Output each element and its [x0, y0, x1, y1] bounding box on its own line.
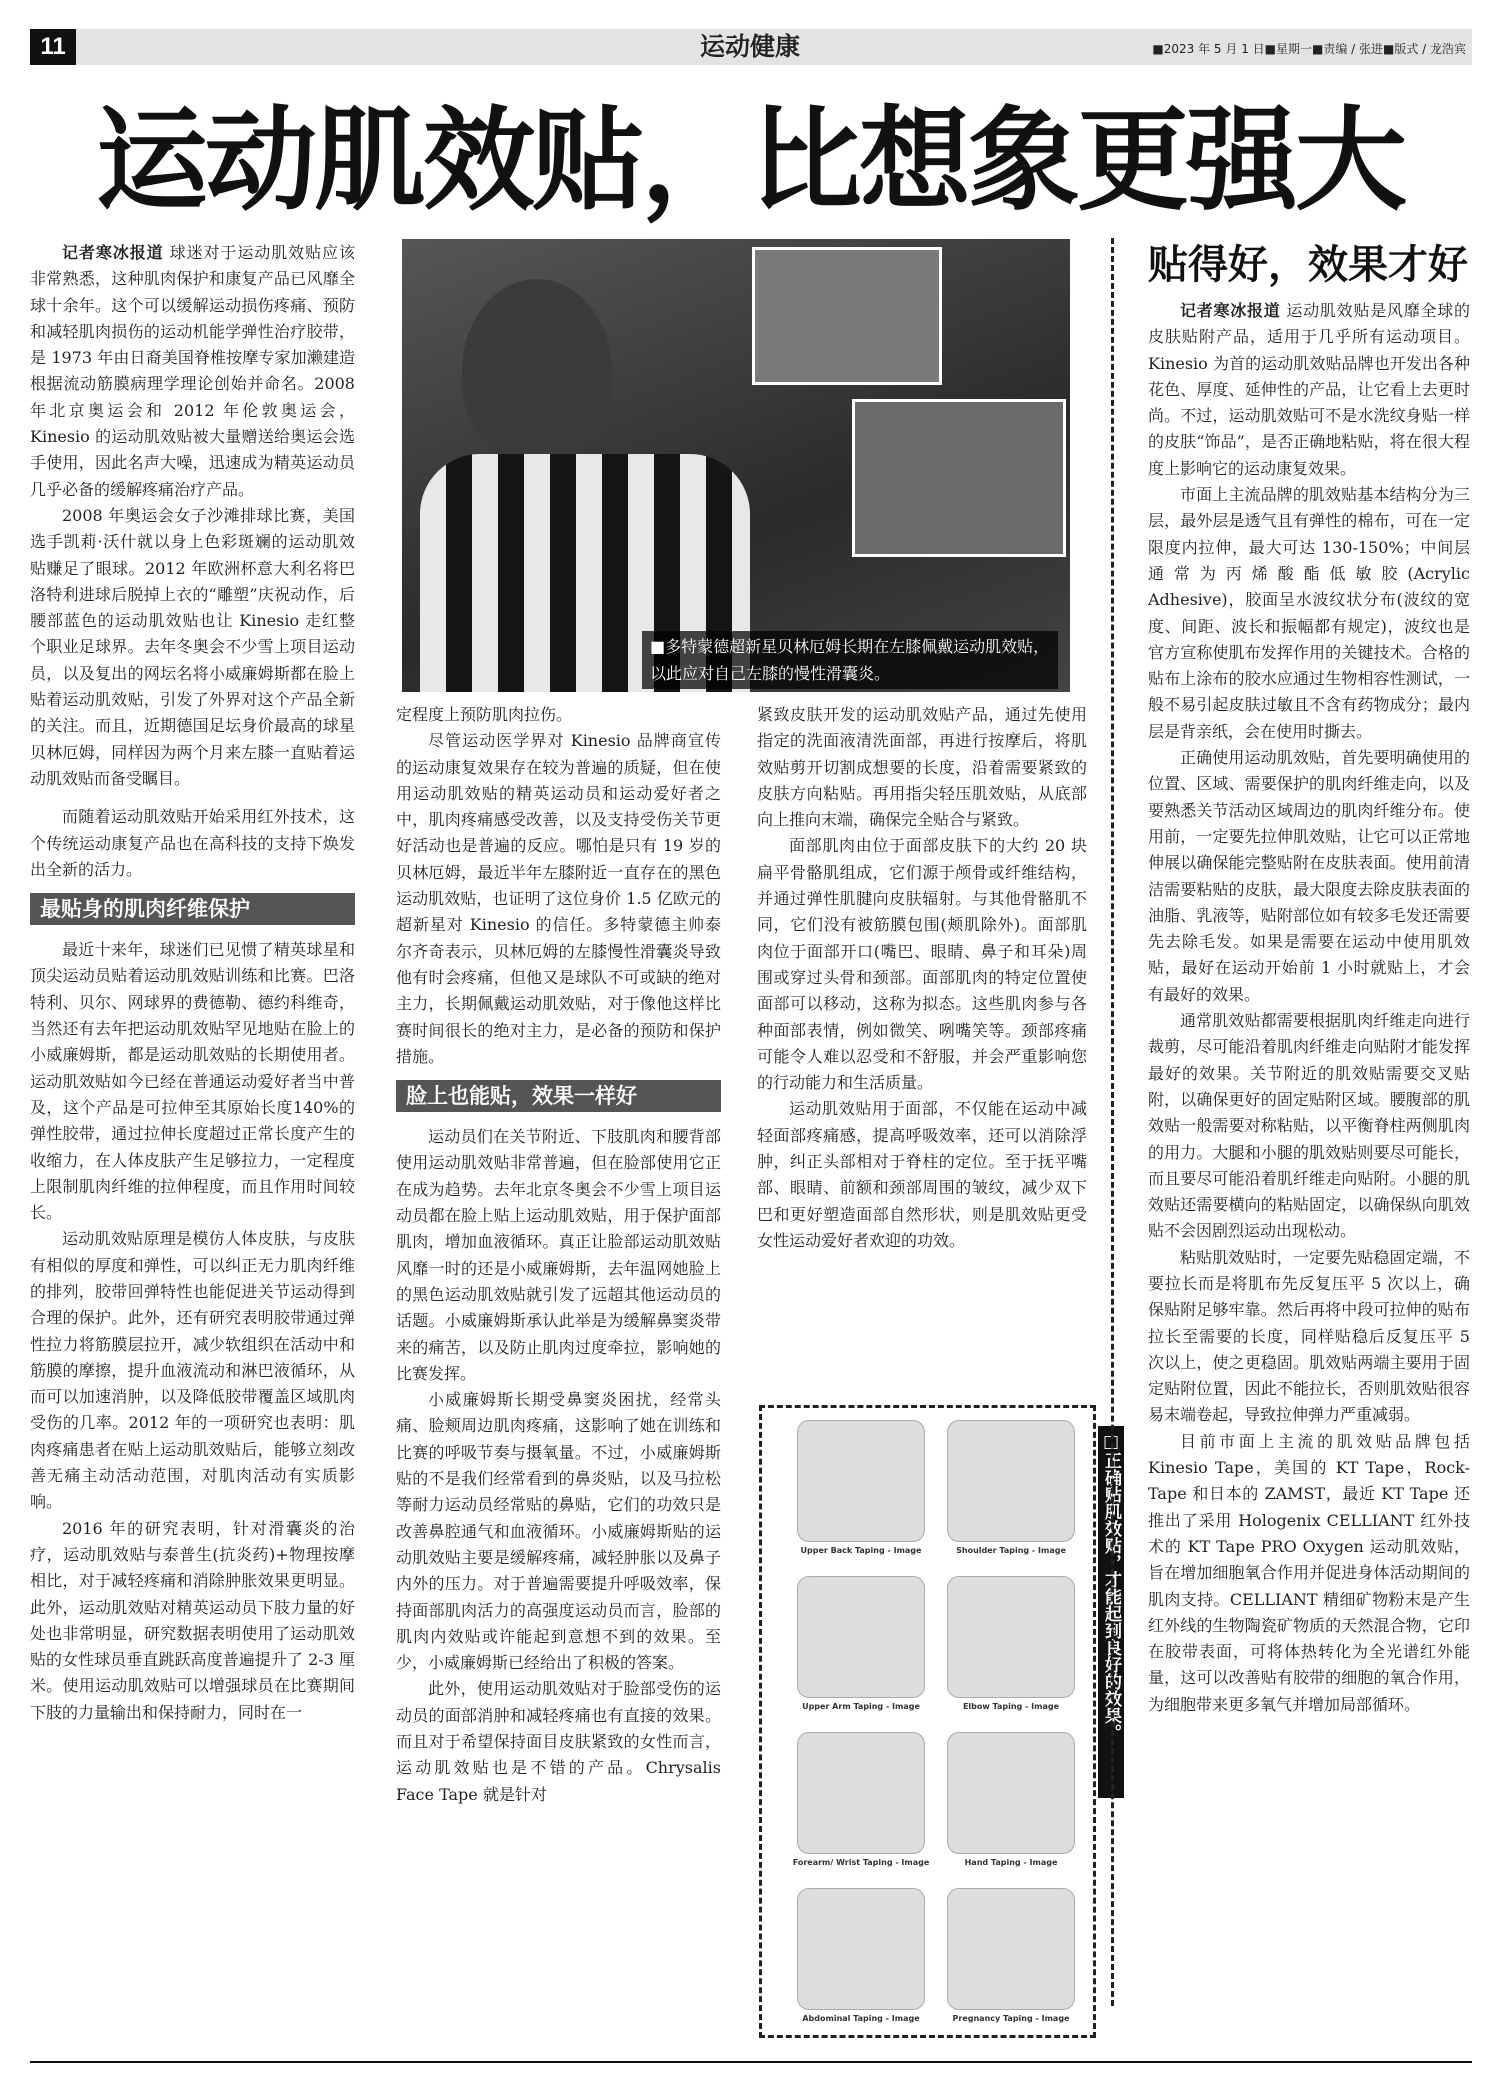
taping-image [797, 1888, 925, 2010]
paragraph: 球迷对于运动肌效贴应该非常熟悉，这种肌肉保护和康复产品已风靡全球十余年。这个可以缓解运动损伤疼痛、预防和减轻肌肉损伤的运动机能学弹性治疗胶带，是 1973 年由日裔美国脊椎按摩专家加濑建造根据流动筋膜病理学理论创始并命名。2008 年北京奥运会和 2012 年伦敦奥运会，Kinesio 的运动肌效贴被大量赠送给奥运会选手使用，因此名声大噪，迅速成为精英运动员几乎必备的缓解疼痛治疗产品。 [30, 243, 355, 499]
taping-image-label: Upper Back Taping - Image [800, 1546, 922, 1555]
article-column-2 [396, 702, 721, 1808]
paragraph: 2016 年的研究表明，针对滑囊炎的治疗，运动肌效贴与泰普生(抗炎药)+物理按摩相比，对于减轻疼痛和消除肿胀效果更明显。此外，运动肌效贴对精英运动员下肢力量的好处也非常明显，研究数据表明使用了运动肌效贴的女性球员垂直跳跃高度普遍提升了 2-3 厘米。使用运动肌效贴可以增强球员在比赛期间下肢的力量输出和保持耐力，同时在一 [30, 1518, 355, 1722]
taping-image [797, 1420, 925, 1542]
article-column-1 [30, 240, 355, 1726]
paragraph: 而随着运动肌效贴开始采用红外技术，这个传统运动康复产品也在高科技的支持下焕发出全新的活力。 [30, 807, 355, 879]
paragraph: 最近十来年，球迷们已见惯了精英球星和顶尖运动员贴着运动肌效贴训练和比赛。巴洛特利、贝尔、网球界的费德勒、德约科维奇，当然还有去年把运动肌效贴罕见地贴在脸上的小威廉姆斯，都是运动肌效贴的长期使用者。运动肌效贴如今已经在普通运动爱好者当中普及，这个产品是可拉伸至其原始长度140%的弹性胶带，通过拉伸长度超过正常长度产生的收缩力，在人体皮肤产生足够拉力，一定程度上限制肌肉纤维的拉伸程度，而且作用时间较长。 [30, 940, 355, 1223]
taping-image [947, 1732, 1075, 1854]
inset-photo-kneeling [752, 247, 942, 385]
paragraph: 运动肌效贴是风靡全球的皮肤贴附产品，适用于几乎所有运动项目。Kinesio 为首的运动肌效贴品牌也开发出各种花色、厚度、延伸性的产品，让它看上去更时尚。不过，运动肌效贴可不是水洗纹身贴一样的皮肤“饰品”，是否正确地粘贴，将在很大程度上影响它的运动康复效果。 [1148, 301, 1470, 478]
taping-image [797, 1732, 925, 1854]
bottom-rule [30, 2061, 1472, 2063]
taping-image-label: Hand Taping - Image [964, 1858, 1058, 1867]
vertical-caption: □正确贴肌效贴，才能起到良好的效果。 [1098, 1426, 1124, 1798]
lead-photo [402, 239, 1070, 692]
paragraph: 小威廉姆斯长期受鼻窦炎困扰，经常头痛、脸颊周边肌肉疼痛，这影响了她在训练和比赛的呼吸节奏与摄氧量。不过，小威廉姆斯贴的不是我们经常看到的鼻炎贴，以及马拉松等耐力运动员经常贴的鼻贴，它们的功效只是改善鼻腔通气和血液循环。小威廉姆斯贴的运动肌效贴主要是缓解疼痛，减轻肿胀以及鼻子内外的压力。对于普遍需要提升呼吸效率，保持面部肌肉活力的高强度运动员而言，脸部的肌肉内效贴或许能起到意想不到的效果。至少，小威廉姆斯已经给出了积极的答案。 [396, 1390, 721, 1673]
taping-image-label: Shoulder Taping - Image [956, 1546, 1066, 1555]
paragraph: 运动肌效贴原理是模仿人体皮肤，与皮肤有相似的厚度和弹性，可以纠正无力肌肉纤维的排列，胶带回弹特性也能促进关节运动得到合理的保护。此外，还有研究表明胶带通过弹性拉力将筋膜层拉开，减少软组织在活动中和筋膜的摩擦，提升血液流动和淋巴液循环，从而可以加速消肿，以及降低胶带覆盖区域肌肉受伤的几率。2012 年的一项研究也表明：肌肉疼痛患者在贴上运动肌效贴后，能够立刻改善无痛主动活动范围，对肌肉活动有实质影响。 [30, 1229, 355, 1512]
column-divider [1111, 238, 1114, 2006]
issue-meta: ■2023 年 5 月 1 日■星期一■责编 / 张进■版式 / 龙浩宾 [1152, 42, 1466, 56]
taping-image-label: Elbow Taping - Image [962, 1702, 1060, 1711]
paragraph: 此外，使用运动肌效贴对于脸部受伤的运动员的面部消肿和减轻疼痛也有直接的效果。而且对于希望保持面目皮肤紧致的女性而言，运动肌效贴也是不错的产品。Chrysalis Face Tape 就是针对 [396, 1679, 721, 1804]
byline: 记者寒冰报道 [1180, 301, 1281, 320]
paragraph: 通常肌效贴都需要根据肌肉纤维走向进行裁剪，尽可能沿着肌肉纤维走向贴附才能发挥最好的效果。关节附近的肌效贴需要交叉贴附，以确保更好的固定贴附区域。腰腹部的肌效贴一般需要对称粘贴，以平衡脊柱两侧肌肉的用力。大腿和小腿的肌效贴则要尽可能长，而且要尽可能沿着肌纤维走向贴附。小腿的肌效贴还需要横向的粘贴固定，以确保纵向肌效贴不会因剧烈运动出现松动。 [1148, 1011, 1470, 1241]
taping-images-box [759, 1405, 1096, 2038]
paragraph: 粘贴肌效贴时，一定要先贴稳固定端，不要拉长而是将肌布先反复压平 5 次以上，确保贴附足够牢靠。然后再将中段可拉伸的贴布拉长至需要的长度，同样贴稳后反复压平 5 次以上，使之更稳固。肌效贴两端主要用于固定贴附位置，因此不能拉长，否则肌效贴很容易末端卷起，导致拉伸弹力严重减弱。 [1148, 1247, 1470, 1425]
article-column-3 [757, 702, 1087, 1254]
photo-caption: ■多特蒙德超新星贝林厄姆长期在左膝佩戴运动肌效贴，以此应对自己左膝的慢性滑囊炎。 [642, 631, 1058, 689]
paragraph: 紧致皮肤开发的运动肌效贴产品，通过先使用指定的洗面液清洗面部，再进行按摩后，将肌效贴剪开切割成想要的长度，沿着需要紧致的皮肤方向粘贴。再用指尖轻压肌效贴，从底部向上推向末端，确保完全贴合与紧致。 [757, 705, 1087, 830]
taping-image [947, 1576, 1075, 1698]
taping-image-label: Upper Arm Taping - Image [802, 1702, 920, 1711]
inset-photo-knee-tape [852, 399, 1066, 557]
paragraph: 运动肌效贴用于面部，不仅能在运动中减轻面部疼痛感，提高呼吸效率，还可以消除浮肿，纠正头部相对于脊柱的定位。至于抚平嘴部、眼睛、前额和颈部周围的皱纹，减少双下巴和更好塑造面部自然形状，则是肌效贴更受女性运动爱好者欢迎的功效。 [757, 1099, 1087, 1250]
taping-image-label: Abdominal Taping - Image [802, 2014, 920, 2023]
paragraph: 市面上主流品牌的肌效贴基本结构分为三层，最外层是透气且有弹性的棉布，可在一定限度内拉伸，最大可达 130-150%；中间层通常为丙烯酸酯低敏胶(Acrylic Adhesive)，胶面呈水波纹状分布(波纹的宽度、间距、波长和振幅都有规定)，波纹也是官方宣称使肌布发挥作用的关键技术。合格的贴布上涂布的胶水应通过生物相容性测试，一般不易引起皮肤过敏且不含有药物成分；最内层是背亲纸，会在使用时撕去。 [1148, 485, 1470, 741]
paragraph: 尽管运动医学界对 Kinesio 品牌商宣传的运动康复效果存在较为普遍的质疑，但在使用运动肌效贴的精英运动员和运动爱好者之中，肌肉疼痛感受改善，以及支持受伤关节更好活动也是普遍的反应。哪怕是只有 19 岁的贝林厄姆，最近半年左膝附近一直存在的黑色运动肌效贴，也证明了这位身价 1.5 亿欧元的超新星对 Kinesio 的信任。多特蒙德主帅泰尔齐奇表示，贝林厄姆的左膝慢性滑囊炎导致他有时会疼痛，但他又是球队不可或缺的绝对主力，长期佩戴运动肌效贴，对于像他这样比赛时间很长的绝对主力，是必备的预防和保护措施。 [396, 731, 721, 1066]
paragraph: 定程度上预防肌肉拉伤。 [396, 705, 573, 724]
taping-image-label: Pregnancy Taping - Image [952, 2014, 1070, 2023]
paragraph: 目前市面上主流的肌效贴品牌包括 Kinesio Tape，美国的 KT Tape，Rock-Tape 和日本的 ZAMST，最近 KT Tape 还推出了采用 Hologenix CELLIANT 红外技术的 KT Tape PRO Oxygen 运动肌效贴，旨在增加细胞氧合作用并促进身体活动期间的肌肉支持。CELLIANT 精细矿物粉末是产生红外线的生物陶瓷矿物质的天然混合物，它印在胶带表面，可将体热转化为全光谱红外能量，这可以改善贴有胶带的细胞的氧合作用，为细胞带来更多氧气并增加局部循环。 [1148, 1431, 1470, 1714]
player-head [462, 279, 612, 464]
subheading: 最贴身的肌肉纤维保护 [30, 893, 355, 925]
sidebar-heading: 贴得好，效果才好 [1148, 241, 1468, 288]
taping-image-label: Forearm/ Wrist Taping - Image [792, 1858, 930, 1867]
paragraph: 面部肌肉由位于面部皮肤下的大约 20 块扁平骨骼肌组成，它们源于颅骨或纤维结构，并通过弹性肌腱向皮肤辐射。与其他骨骼肌不同，它们没有被筋膜包围(颊肌除外)。面部肌肉位于面部开口(嘴巴、眼睛、鼻子和耳朵)周围或穿过头骨和颈部。面部肌肉的特定位置使面部可以移动，这称为拟态。这些肌肉参与各种面部表情，例如微笑、咧嘴笑等。颈部疼痛可能令人难以忍受和不舒服，并会严重影响您的行动能力和生活质量。 [757, 836, 1087, 1093]
byline: 记者寒冰报道 [62, 243, 164, 262]
section-title: 运动健康 [699, 32, 800, 61]
article-column-4 [1148, 238, 1470, 1718]
headline: 运动肌效贴，比想象更强大 [96, 95, 1404, 226]
subheading: 脸上也能贴，效果一样好 [396, 1080, 721, 1112]
page-number: 11 [30, 29, 76, 65]
taping-image [797, 1576, 925, 1698]
paragraph: 运动员们在关节附近、下肢肌肉和腰背部使用运动肌效贴非常普遍，但在脸部使用它正在成为趋势。去年北京冬奥会不少雪上项目运动员都在脸上贴上运动肌效贴，用于保护面部肌肉，增加血液循环。真正让脸部运动肌效贴风靡一时的还是小威廉姆斯，去年温网她脸上的黑色运动肌效贴就引发了远超其他运动员的话题。小威廉姆斯承认此举是为缓解鼻窦炎带来的痛苦，以及防止肌肉过度牵拉，影响她的比赛发挥。 [396, 1127, 721, 1383]
paragraph: 2008 年奥运会女子沙滩排球比赛，美国选手凯莉·沃什就以身上色彩斑斓的运动肌效贴赚足了眼球。2012 年欧洲杯意大利名将巴洛特利进球后脱掉上衣的“雕塑”庆祝动作，后腰部蓝色的运动肌效贴也让 Kinesio 走红整个职业足球界。去年冬奥会不少雪上项目运动员，以及复出的网坛名将小威廉姆斯都在脸上贴着运动肌效贴，引发了外界对这个产品全新的关注。而且，近期德国足坛身价最高的球星贝林厄姆，同样因为两个月来左膝一直贴着运动肌效贴而备受瞩目。 [30, 505, 355, 788]
taping-image [947, 1420, 1075, 1542]
taping-image [947, 1888, 1075, 2010]
paragraph: 正确使用运动肌效贴，首先要明确使用的位置、区域、需要保护的肌肉纤维走向，以及要熟悉关节活动区域周边的肌肉纤维分布。使用前，一定要先拉伸肌效贴，让它可以正常地伸展以确保能完整贴附在皮肤表面。使用前清洁需要粘贴的皮肤，最大限度去除皮肤表面的油脂、乳液等，贴附部位如有较多毛发还需要先去除毛发。如果是需要在运动中使用肌效贴，最好在运动开始前 1 小时就贴上，才会有最好的效果。 [1148, 748, 1470, 1004]
